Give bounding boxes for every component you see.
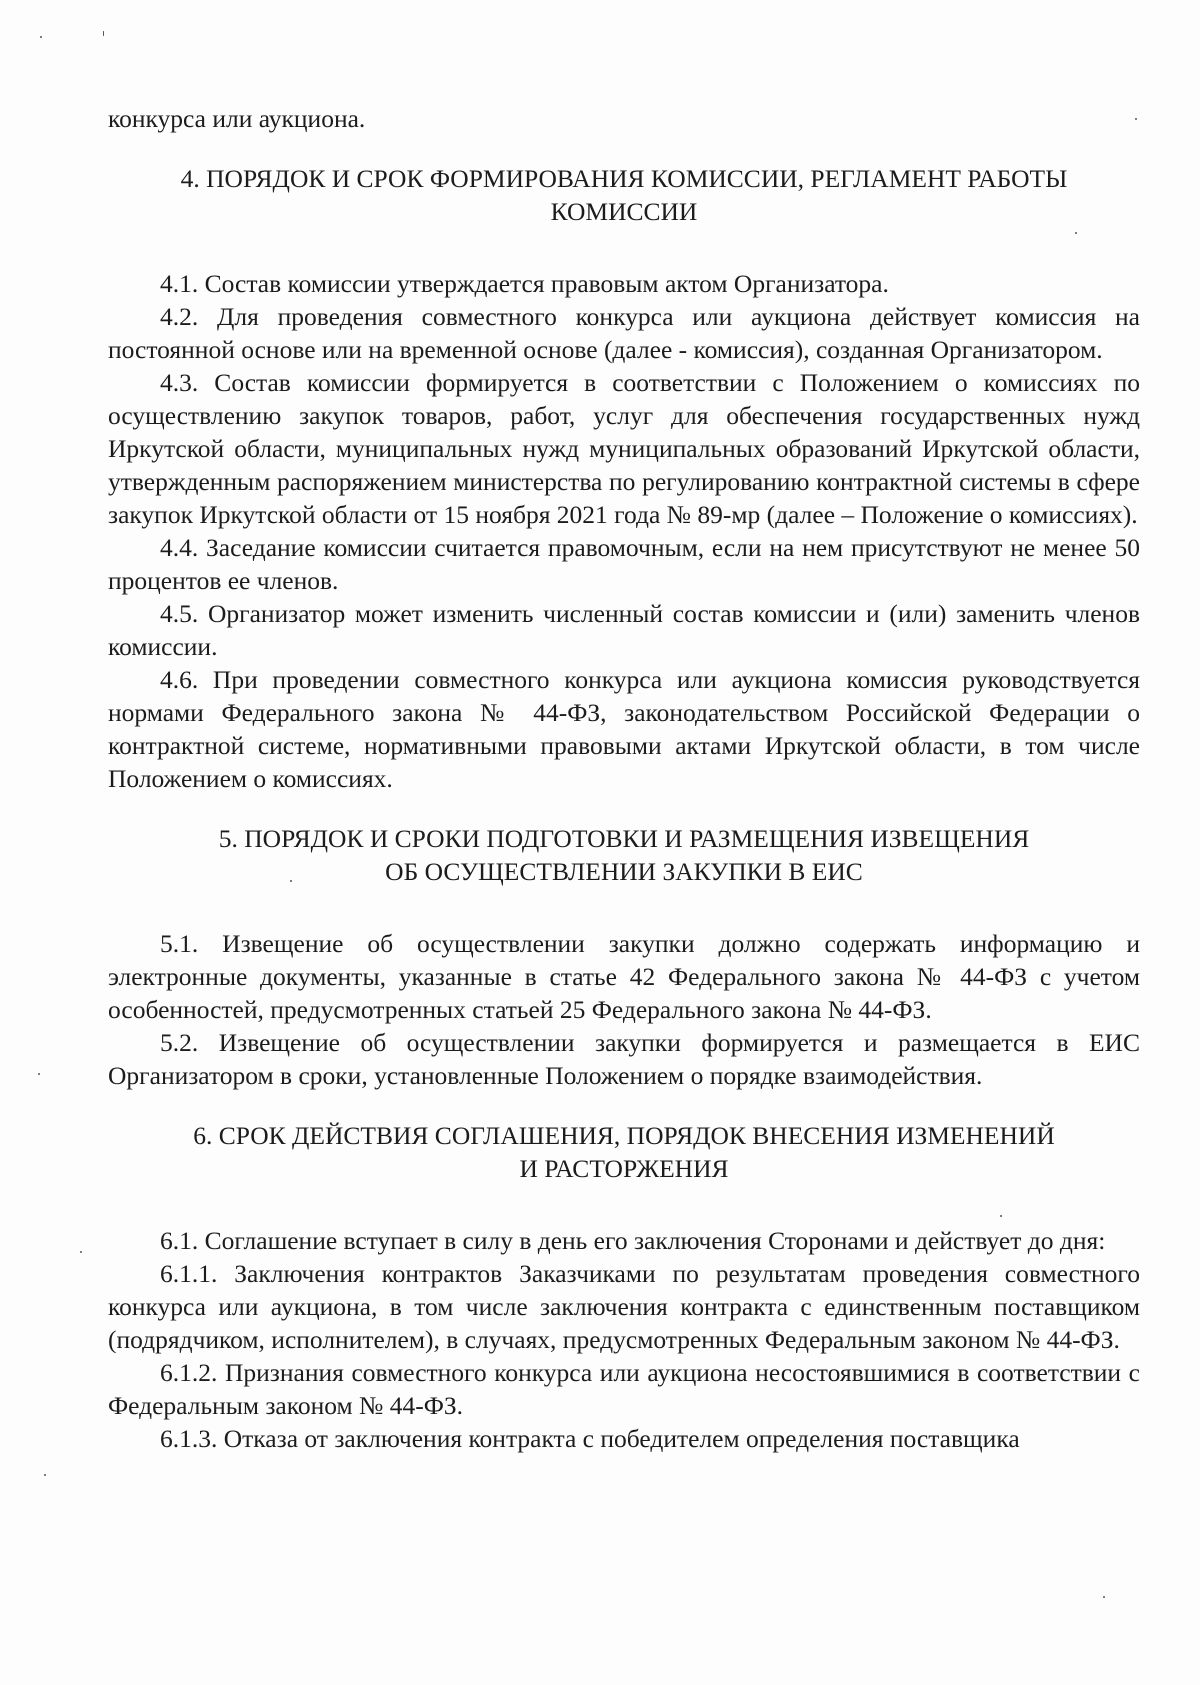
scan-speck	[40, 36, 42, 38]
heading-line: ОБ ОСУЩЕСТВЛЕНИИ ЗАКУПКИ В ЕИС	[385, 857, 863, 886]
paragraph-4-1: 4.1. Состав комиссии утверждается правовым актом Организатора.	[160, 269, 889, 298]
section-5-body	[108, 927, 1140, 1092]
paragraph-4-6: 4.6. При проведении совместного конкурса или аукциона комиссия руководствуется нормами Федерального закона № 44-ФЗ, законодательством Российской Федерации о контрактной системе, нормативными правовыми актами Иркутской области, в том числе Положением о комиссиях.	[108, 665, 1140, 793]
section-5-heading	[108, 822, 1140, 888]
scan-speck	[38, 1073, 40, 1075]
document-body	[108, 102, 1140, 1455]
section-4-heading	[108, 162, 1140, 228]
paragraph-4-4: 4.4. Заседание комиссии считается правомочным, если на нем присутствуют не менее 50 процентов ее членов.	[108, 533, 1140, 595]
paragraph-5-1: 5.1. Извещение об осуществлении закупки должно содержать информацию и электронные документы, указанные в статье 42 Федерального закона № 44-ФЗ с учетом особенностей, предусмотренных статьей 25 Федерального закона № 44-ФЗ.	[108, 929, 1140, 1024]
paragraph-6-1-2: 6.1.2. Признания совместного конкурса или аукциона несостоявшимися в соответствии с Федеральным законом № 44-ФЗ.	[108, 1358, 1140, 1420]
intro-fragment: конкурса или аукциона.	[108, 104, 366, 133]
heading-line: 6. СРОК ДЕЙСТВИЯ СОГЛАШЕНИЯ, ПОРЯДОК ВНЕСЕНИЯ ИЗМЕНЕНИЙ	[193, 1121, 1055, 1150]
paragraph-4-5: 4.5. Организатор может изменить численный состав комиссии и (или) заменить членов комиссии.	[108, 599, 1140, 661]
paragraph-4-2: 4.2. Для проведения совместного конкурса или аукциона действует комиссия на постоянной основе или на временной основе (далее - комиссия), созданная Организатором.	[108, 302, 1140, 364]
section-6-body	[108, 1224, 1140, 1455]
scan-speck	[80, 1251, 82, 1253]
heading-line: КОМИССИИ	[550, 197, 698, 226]
paragraph-5-2: 5.2. Извещение об осуществлении закупки формируется и размещается в ЕИС Организатором в сроки, установленные Положением о порядке взаимодействия.	[108, 1028, 1140, 1090]
paragraph-4-3: 4.3. Состав комиссии формируется в соответствии с Положением о комиссиях по осуществлению закупок товаров, работ, услуг для обеспечения государственных нужд Иркутской области, муниципальных нужд муниципальных образований Иркутской области, утвержденным распоряжением министерства по регулированию контрактной системы в сфере закупок Иркутской области от 15 ноября 2021 года № 89-мр (далее – Положение о комиссиях).	[108, 368, 1140, 529]
paragraph-6-1-3: 6.1.3. Отказа от заключения контракта с победителем определения поставщика	[160, 1424, 1020, 1453]
scan-speck	[44, 1474, 46, 1476]
paragraph-6-1: 6.1. Соглашение вступает в силу в день его заключения Сторонами и действует до дня:	[160, 1226, 1106, 1255]
section-6-heading	[108, 1119, 1140, 1185]
heading-line: 4. ПОРЯДОК И СРОК ФОРМИРОВАНИЯ КОМИССИИ, РЕГЛАМЕНТ РАБОТЫ	[180, 164, 1068, 193]
heading-line: 5. ПОРЯДОК И СРОКИ ПОДГОТОВКИ И РАЗМЕЩЕНИЯ ИЗВЕЩЕНИЯ	[218, 824, 1030, 853]
section-4-body	[108, 267, 1140, 795]
heading-line: И РАСТОРЖЕНИЯ	[519, 1154, 729, 1183]
scan-speck	[1103, 1596, 1105, 1598]
paragraph-6-1-1: 6.1.1. Заключения контрактов Заказчиками по результатам проведения совместного конкурса или аукциона, в том числе заключения контракта с единственным поставщиком (подрядчиком, исполнителем), в случаях, предусмотренных Федеральным законом № 44-ФЗ.	[108, 1259, 1140, 1354]
scan-speck	[103, 31, 104, 36]
